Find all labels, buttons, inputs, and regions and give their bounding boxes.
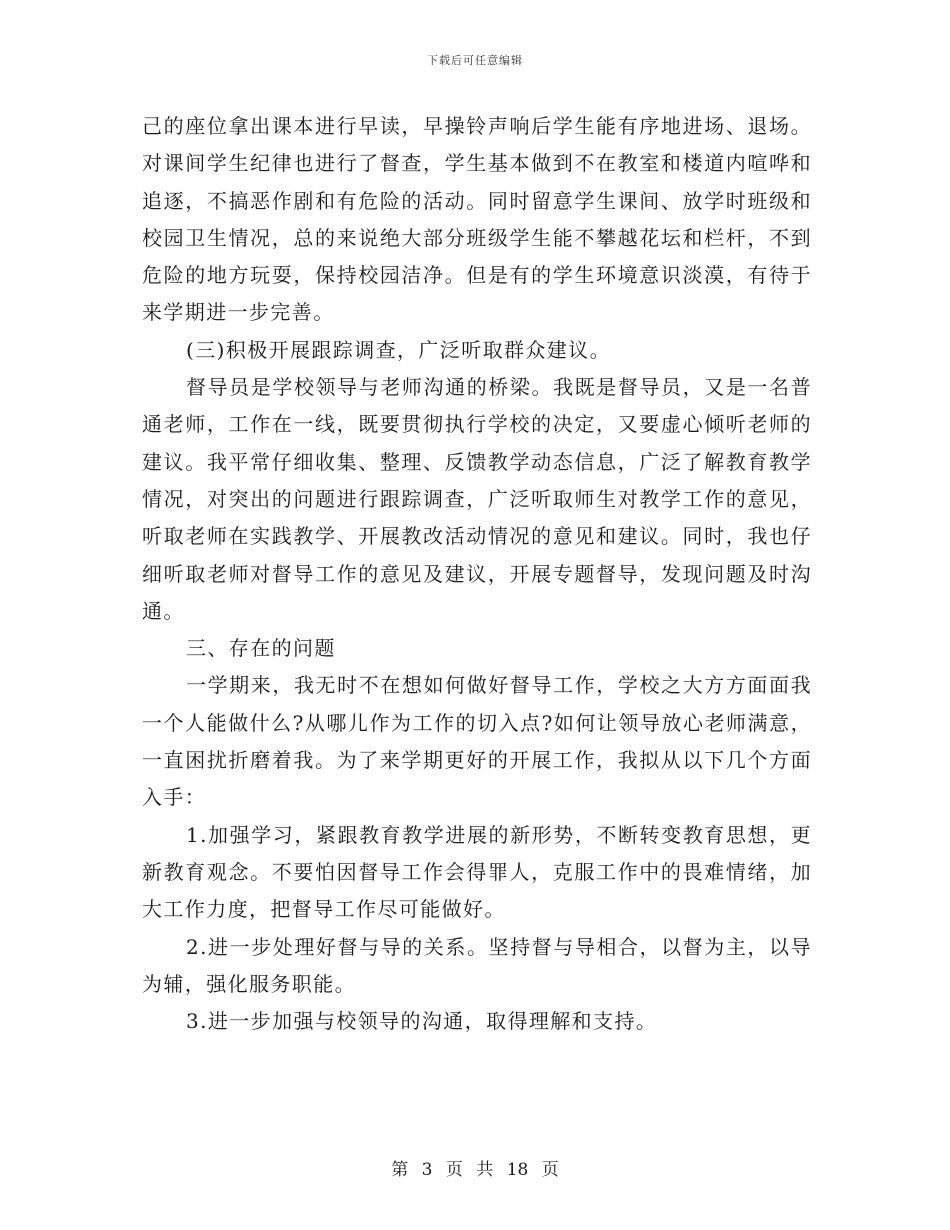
document-body — [142, 108, 812, 1040]
list-item-1: 1.加强学习，紧跟教育教学进展的新形势，不断转变教育思想，更新教育观念。不要怕因督导工作会得罪人，克服工作中的畏难情绪，加大工作力度，把督导工作尽可能做好。 — [142, 822, 812, 922]
paragraph-reflection: 一学期来，我无时不在想如何做好督导工作，学校之大方方面面我一个人能做什么?从哪儿作为工作的切入点?如何让领导放心老师满意，一直困扰折磨着我。为了来学期更好的开展工作，我拟从以下几个方面入手： — [142, 673, 812, 810]
paragraph-continued: 己的座位拿出课本进行早读，早操铃声响后学生能有序地进场、退场。对课间学生纪律也进行了督查，学生基本做到不在教室和楼道内喧哗和追逐，不搞恶作剧和有危险的活动。同时留意学生课间、放学时班级和校园卫生情况，总的来说绝大部分班级学生能不攀越花坛和栏杆，不到危险的地方玩耍，保持校园洁净。但是有的学生环境意识淡漠，有待于来学期进一步完善。 — [142, 114, 812, 325]
list-item-2: 2.进一步处理好督与导的关系。坚持督与导相合，以督为主，以导为辅，强化服务职能。 — [142, 934, 812, 996]
section-heading-existing-problems: 三、存在的问题 — [186, 636, 336, 661]
section-heading-tracking-survey: (三)积极开展跟踪调查，广泛听取群众建议。 — [186, 337, 612, 362]
page-number-footer: 第 3 页 共 18 页 — [391, 1160, 559, 1180]
page-header-note: 下载后可任意编辑 — [427, 54, 523, 67]
paragraph-supervisor-role: 督导员是学校领导与老师沟通的桥梁。我既是督导员，又是一名普通老师，工作在一线，既要贯彻执行学校的决定，又要虚心倾听老师的建议。我平常仔细收集、整理、反馈教学动态信息，广泛了解教育教学情况，对突出的问题进行跟踪调查，广泛听取师生对教学工作的意见，听取老师在实践教学、开展教改活动情况的意见和建议。同时，我也仔细听取老师对督导工作的意见及建议，开展专题督导，发现问题及时沟通。 — [142, 375, 812, 623]
list-item-3: 3.进一步加强与校领导的沟通，取得理解和支持。 — [186, 1009, 658, 1034]
